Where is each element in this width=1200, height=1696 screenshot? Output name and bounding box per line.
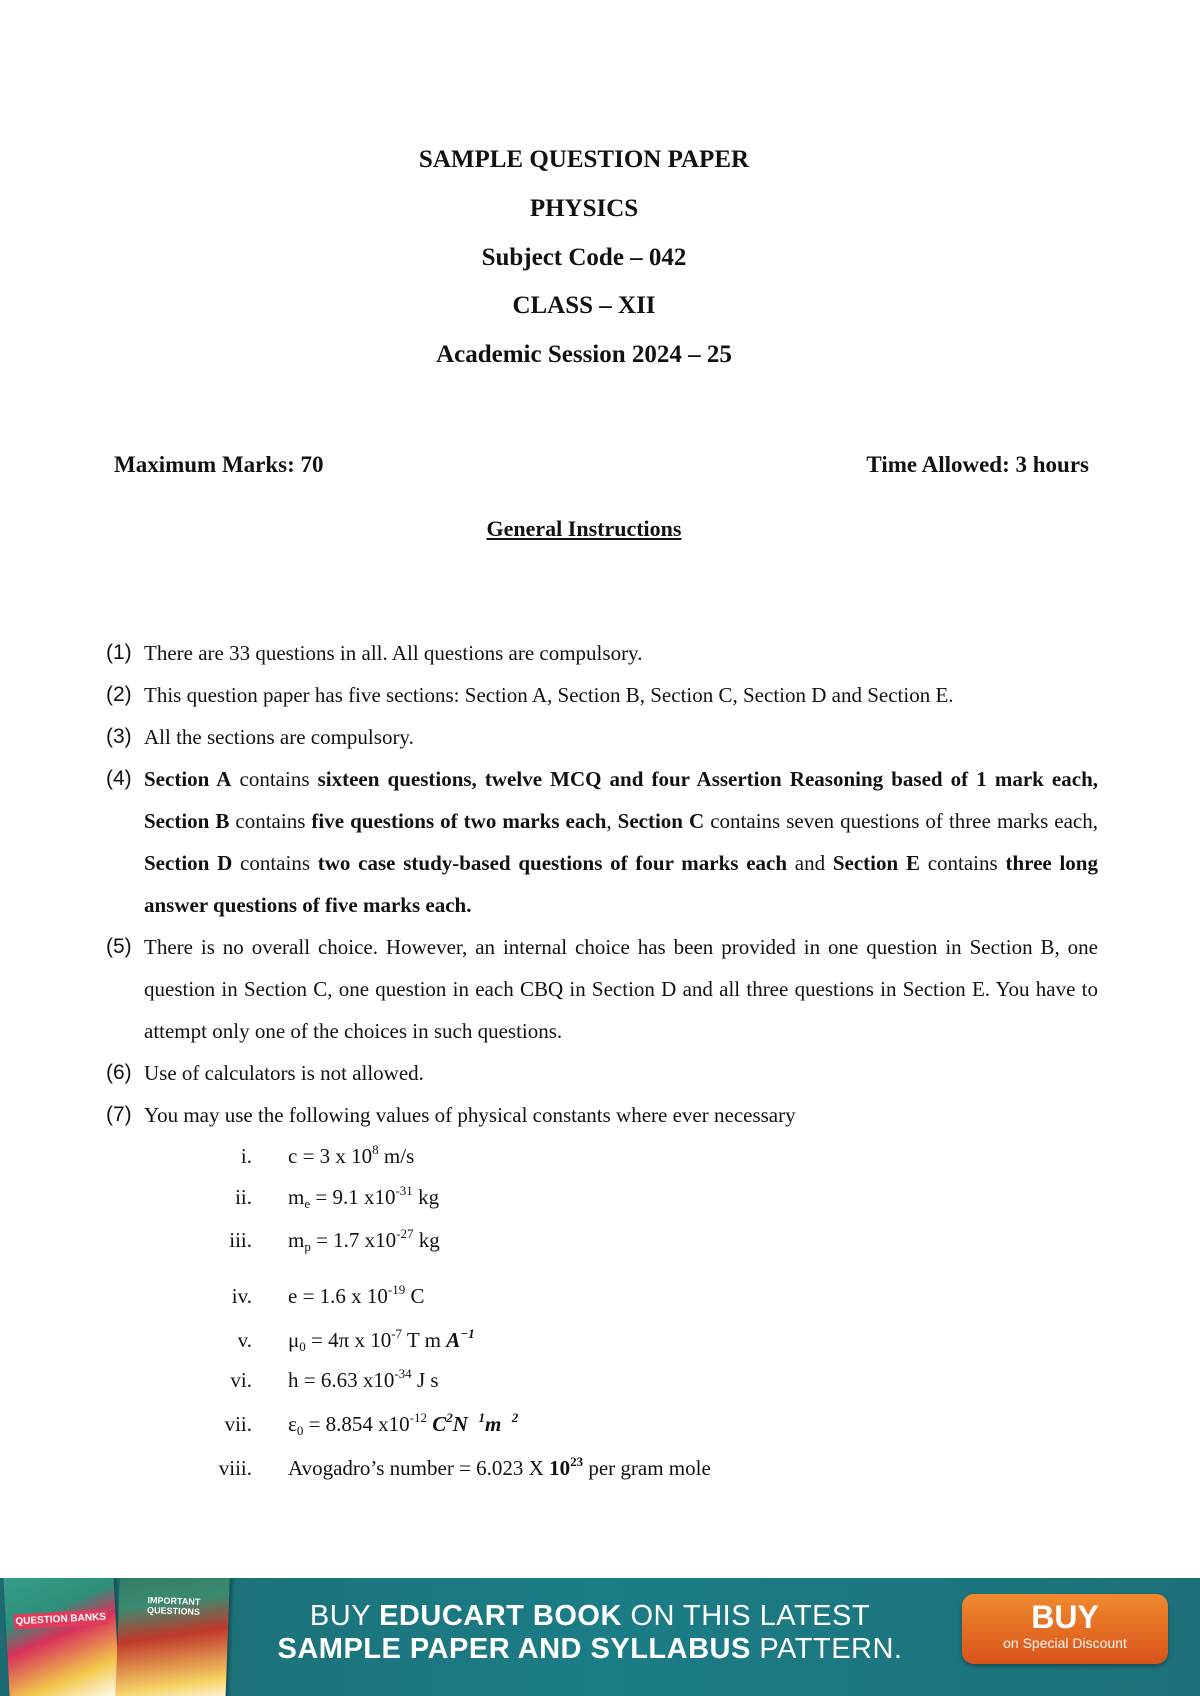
instruction-text: There is no overall choice. However, an internal choice has been provided in one question in Section B, one question in Section C, one question in each CBQ in Section D and all three questions in Section E. You have to attempt only one of the choices in such questions. bbox=[144, 935, 1098, 1043]
superscript: -27 bbox=[396, 1226, 414, 1241]
superscript: 8 bbox=[372, 1142, 379, 1157]
subscript: 0 bbox=[299, 1339, 306, 1354]
subscript: e bbox=[304, 1196, 311, 1211]
paper-title: SAMPLE QUESTION PAPER bbox=[418, 146, 750, 173]
text-run: three long answer questions of five marks each. bbox=[144, 851, 1098, 917]
section-e-label: Section E bbox=[832, 851, 920, 875]
book-cover-title: IMPORTANT QUESTIONS bbox=[146, 1595, 201, 1617]
constant-item bbox=[200, 1404, 900, 1444]
section-d-label: Section D bbox=[144, 851, 233, 875]
constant-item bbox=[200, 1220, 900, 1260]
instruction-text: This question paper has five sections: Section A, Section B, Section C, Section D and Section E. bbox=[144, 683, 954, 707]
subject-name: PHYSICS bbox=[529, 195, 639, 222]
constant-item bbox=[200, 1448, 900, 1488]
section-c-label: Section C bbox=[617, 809, 705, 833]
superscript: 2 bbox=[446, 1410, 453, 1425]
general-instructions-heading: General Instructions bbox=[486, 516, 682, 541]
constant-planck bbox=[288, 1360, 439, 1400]
text-run: m bbox=[484, 1412, 502, 1436]
educart-ad-banner[interactable] bbox=[0, 1578, 1200, 1696]
section-a-label: Section A bbox=[144, 767, 232, 791]
constant-speed-of-light bbox=[288, 1136, 414, 1176]
subscript: p bbox=[304, 1239, 311, 1254]
text-run: = 9.1 x10 bbox=[310, 1185, 396, 1209]
text-run: SAMPLE PAPER AND SYLLABUS bbox=[277, 1633, 751, 1665]
text-run: m bbox=[288, 1228, 305, 1252]
superscript: 2 bbox=[511, 1410, 519, 1425]
text-run: ON THIS LATEST bbox=[621, 1600, 871, 1632]
constant-avogadro bbox=[288, 1448, 711, 1488]
superscript: -34 bbox=[394, 1366, 412, 1381]
text-run: m bbox=[288, 1185, 305, 1209]
instruction-text: There are 33 questions in all. All questions are compulsory. bbox=[144, 641, 643, 665]
constant-item bbox=[200, 1136, 900, 1176]
constant-item bbox=[200, 1360, 900, 1400]
text-run: Avogadro’s number = 6.023 X bbox=[288, 1456, 550, 1480]
constant-item bbox=[200, 1177, 900, 1217]
text-run: contains bbox=[231, 767, 318, 791]
buy-button-label: BUY bbox=[1031, 1599, 1099, 1635]
text-run: EDUCART BOOK bbox=[379, 1600, 622, 1632]
instruction-number: (1) bbox=[106, 641, 132, 664]
class-label: CLASS – XII bbox=[512, 292, 656, 319]
subject-code: Subject Code – 042 bbox=[481, 244, 687, 271]
text-run: μ bbox=[288, 1328, 300, 1352]
text-run: per gram mole bbox=[583, 1456, 711, 1480]
instruction-text: Use of calculators is not allowed. bbox=[144, 1061, 424, 1085]
text-run: c = 3 x 10 bbox=[288, 1144, 373, 1168]
banner-line-1 bbox=[250, 1600, 930, 1633]
buy-button[interactable] bbox=[962, 1594, 1168, 1664]
text-run: m/s bbox=[378, 1144, 415, 1168]
text-run: , bbox=[606, 809, 618, 833]
text-run: A bbox=[446, 1328, 461, 1352]
constant-numeral: vi. bbox=[230, 1368, 252, 1392]
text-run: h = 6.63 x10 bbox=[288, 1368, 395, 1392]
text-run: J s bbox=[411, 1368, 439, 1392]
constant-electron-charge bbox=[288, 1276, 425, 1316]
constant-numeral: vii. bbox=[224, 1412, 252, 1436]
constant-numeral: iii. bbox=[229, 1228, 252, 1252]
text-run: and bbox=[787, 851, 833, 875]
instruction-number: (4) bbox=[106, 767, 132, 790]
text-run: T m bbox=[402, 1328, 447, 1352]
text-run: kg bbox=[413, 1228, 440, 1252]
banner-headline bbox=[250, 1600, 930, 1666]
constant-proton-mass bbox=[288, 1220, 440, 1260]
constant-electron-mass bbox=[288, 1177, 439, 1217]
text-run: 10 bbox=[549, 1456, 571, 1480]
constant-numeral: ii. bbox=[235, 1185, 252, 1209]
text-run: = 8.854 x10 bbox=[303, 1412, 410, 1436]
text-run: = 4π x 10 bbox=[305, 1328, 392, 1352]
superscript: -31 bbox=[395, 1183, 413, 1198]
instruction-number: (6) bbox=[106, 1061, 132, 1084]
superscript: 1 bbox=[478, 1410, 485, 1425]
instruction-number: (7) bbox=[106, 1103, 132, 1126]
instruction-item bbox=[106, 758, 1098, 926]
instruction-number: (5) bbox=[106, 935, 132, 958]
superscript: 23 bbox=[570, 1454, 584, 1469]
subscript: 0 bbox=[296, 1423, 304, 1438]
constant-numeral: v. bbox=[237, 1328, 252, 1352]
constant-item bbox=[200, 1276, 900, 1316]
text-run: contains bbox=[232, 851, 318, 875]
constant-permittivity bbox=[288, 1404, 518, 1444]
instruction-item bbox=[106, 1052, 1098, 1094]
text-run: N bbox=[452, 1412, 468, 1436]
text-run: C bbox=[432, 1412, 447, 1436]
superscript: -12 bbox=[409, 1410, 428, 1425]
text-run: BUY bbox=[309, 1600, 380, 1632]
instruction-text: You may use the following values of physical constants where ever necessary bbox=[144, 1103, 796, 1127]
text-run: contains bbox=[919, 851, 1006, 875]
instruction-number: (2) bbox=[106, 683, 132, 706]
text-run: ε bbox=[288, 1412, 297, 1436]
text-run: two case study-based questions of four marks each bbox=[317, 851, 788, 875]
maximum-marks: Maximum Marks: 70 bbox=[114, 452, 324, 477]
text-run: contains bbox=[229, 809, 312, 833]
instruction-item bbox=[106, 632, 1098, 674]
constant-item bbox=[200, 1320, 900, 1360]
constant-numeral: i. bbox=[240, 1144, 252, 1168]
instruction-text: All the sections are compulsory. bbox=[144, 725, 414, 749]
instruction-item bbox=[106, 716, 1098, 758]
instruction-item bbox=[106, 674, 1098, 716]
superscript: -7 bbox=[391, 1326, 403, 1341]
instruction-number: (3) bbox=[106, 725, 132, 748]
text-run: kg bbox=[412, 1185, 440, 1209]
text-run: contains seven questions of three marks each, bbox=[704, 809, 1099, 833]
text-run: PATTERN. bbox=[750, 1633, 903, 1665]
section-b-label: Section B bbox=[144, 809, 230, 833]
text-run: = 1.7 x10 bbox=[310, 1228, 397, 1252]
banner-line-2 bbox=[250, 1633, 930, 1666]
text-run: five questions of two marks each bbox=[311, 809, 607, 833]
book-cover-image bbox=[2, 1578, 120, 1696]
text-run: sixteen questions, twelve MCQ and four Assertion Reasoning based of 1 mark each, bbox=[317, 767, 1098, 791]
time-allowed: Time Allowed: 3 hours bbox=[866, 452, 1089, 477]
book-cover-title: QUESTION BANKS bbox=[13, 1610, 108, 1630]
instruction-item bbox=[106, 1094, 1098, 1136]
constant-numeral: iv. bbox=[231, 1284, 252, 1308]
academic-session: Academic Session 2024 – 25 bbox=[436, 341, 732, 368]
text-run: C bbox=[405, 1284, 425, 1308]
constant-numeral: viii. bbox=[218, 1456, 252, 1480]
buy-button-sublabel: on Special Discount bbox=[1003, 1635, 1127, 1651]
text-run: e = 1.6 x 10 bbox=[288, 1284, 388, 1308]
constant-permeability bbox=[288, 1320, 475, 1360]
superscript: -19 bbox=[387, 1282, 406, 1297]
instruction-item bbox=[106, 926, 1098, 1052]
superscript: −1 bbox=[460, 1326, 475, 1341]
instruction-text bbox=[144, 758, 1098, 926]
book-cover-image bbox=[115, 1578, 230, 1696]
